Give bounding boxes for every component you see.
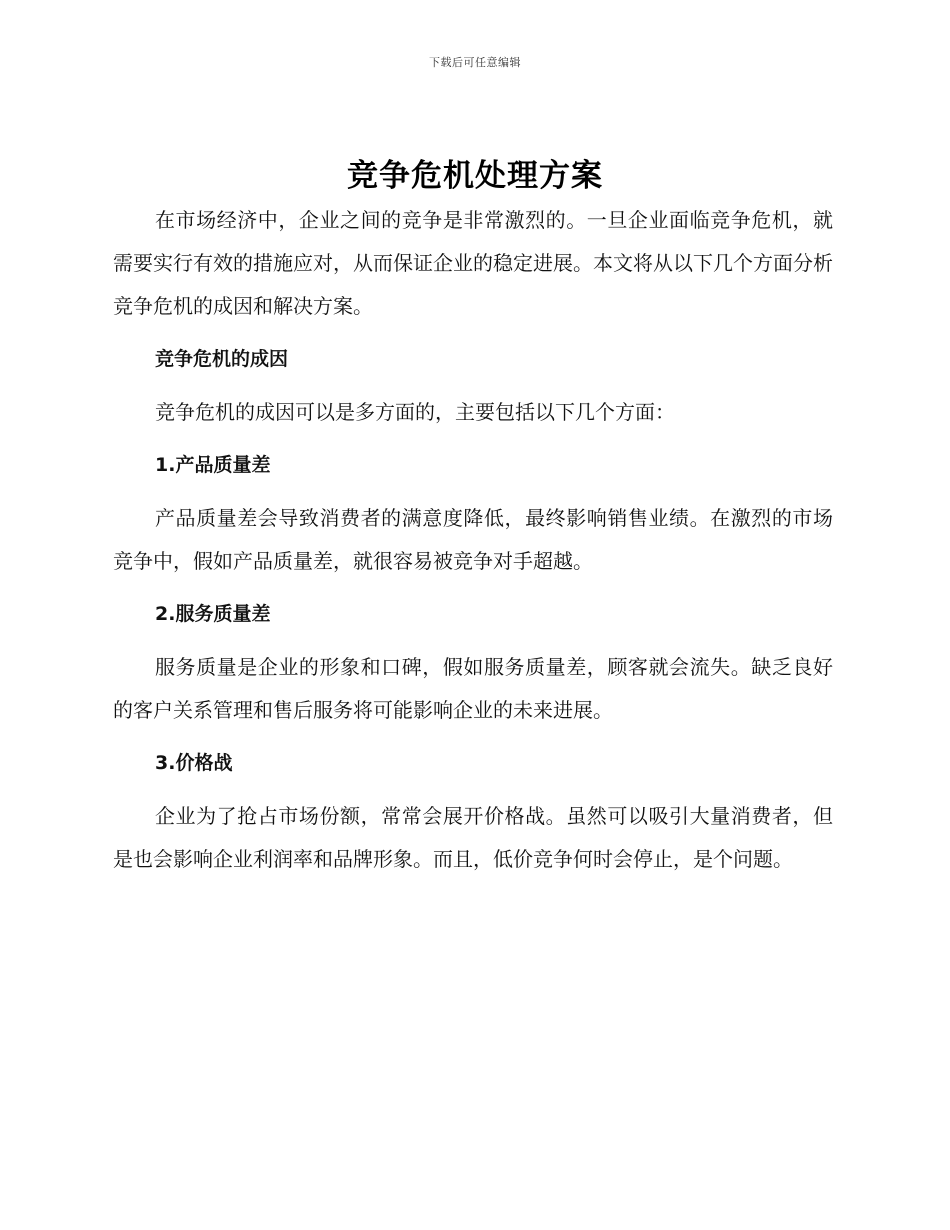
cause-paragraph-price-war: 企业为了抢占市场份额，常常会展开价格战。虽然可以吸引大量消费者，但是也会影响企业利润率和品牌形象。而且，低价竞争何时会停止，是个问题。	[113, 804, 833, 871]
section-heading-causes: 竞争危机的成因	[155, 348, 289, 370]
cause-heading-price-war: 3.价格战	[155, 752, 233, 774]
cause-paragraph-product-quality: 产品质量差会导致消费者的满意度降低，最终影响销售业绩。在激烈的市场竞争中，假如产品质量差，就很容易被竞争对手超越。	[113, 506, 833, 573]
document-title: 竞争危机处理方案	[347, 158, 603, 194]
header-note: 下载后可任意编辑	[429, 56, 521, 69]
cause-heading-product-quality: 1.产品质量差	[155, 454, 271, 476]
causes-intro-paragraph: 竞争危机的成因可以是多方面的，主要包括以下几个方面：	[155, 400, 675, 424]
cause-paragraph-service-quality: 服务质量是企业的形象和口碑，假如服务质量差，顾客就会流失。缺乏良好的客户关系管理和售后服务将可能影响企业的未来进展。	[113, 655, 833, 722]
cause-heading-service-quality: 2.服务质量差	[155, 603, 271, 625]
intro-paragraph: 在市场经济中，企业之间的竞争是非常激烈的。一旦企业面临竞争危机，就需要实行有效的措施应对，从而保证企业的稳定进展。本文将从以下几个方面分析竞争危机的成因和解决方案。	[113, 208, 833, 318]
document-body	[113, 199, 833, 881]
